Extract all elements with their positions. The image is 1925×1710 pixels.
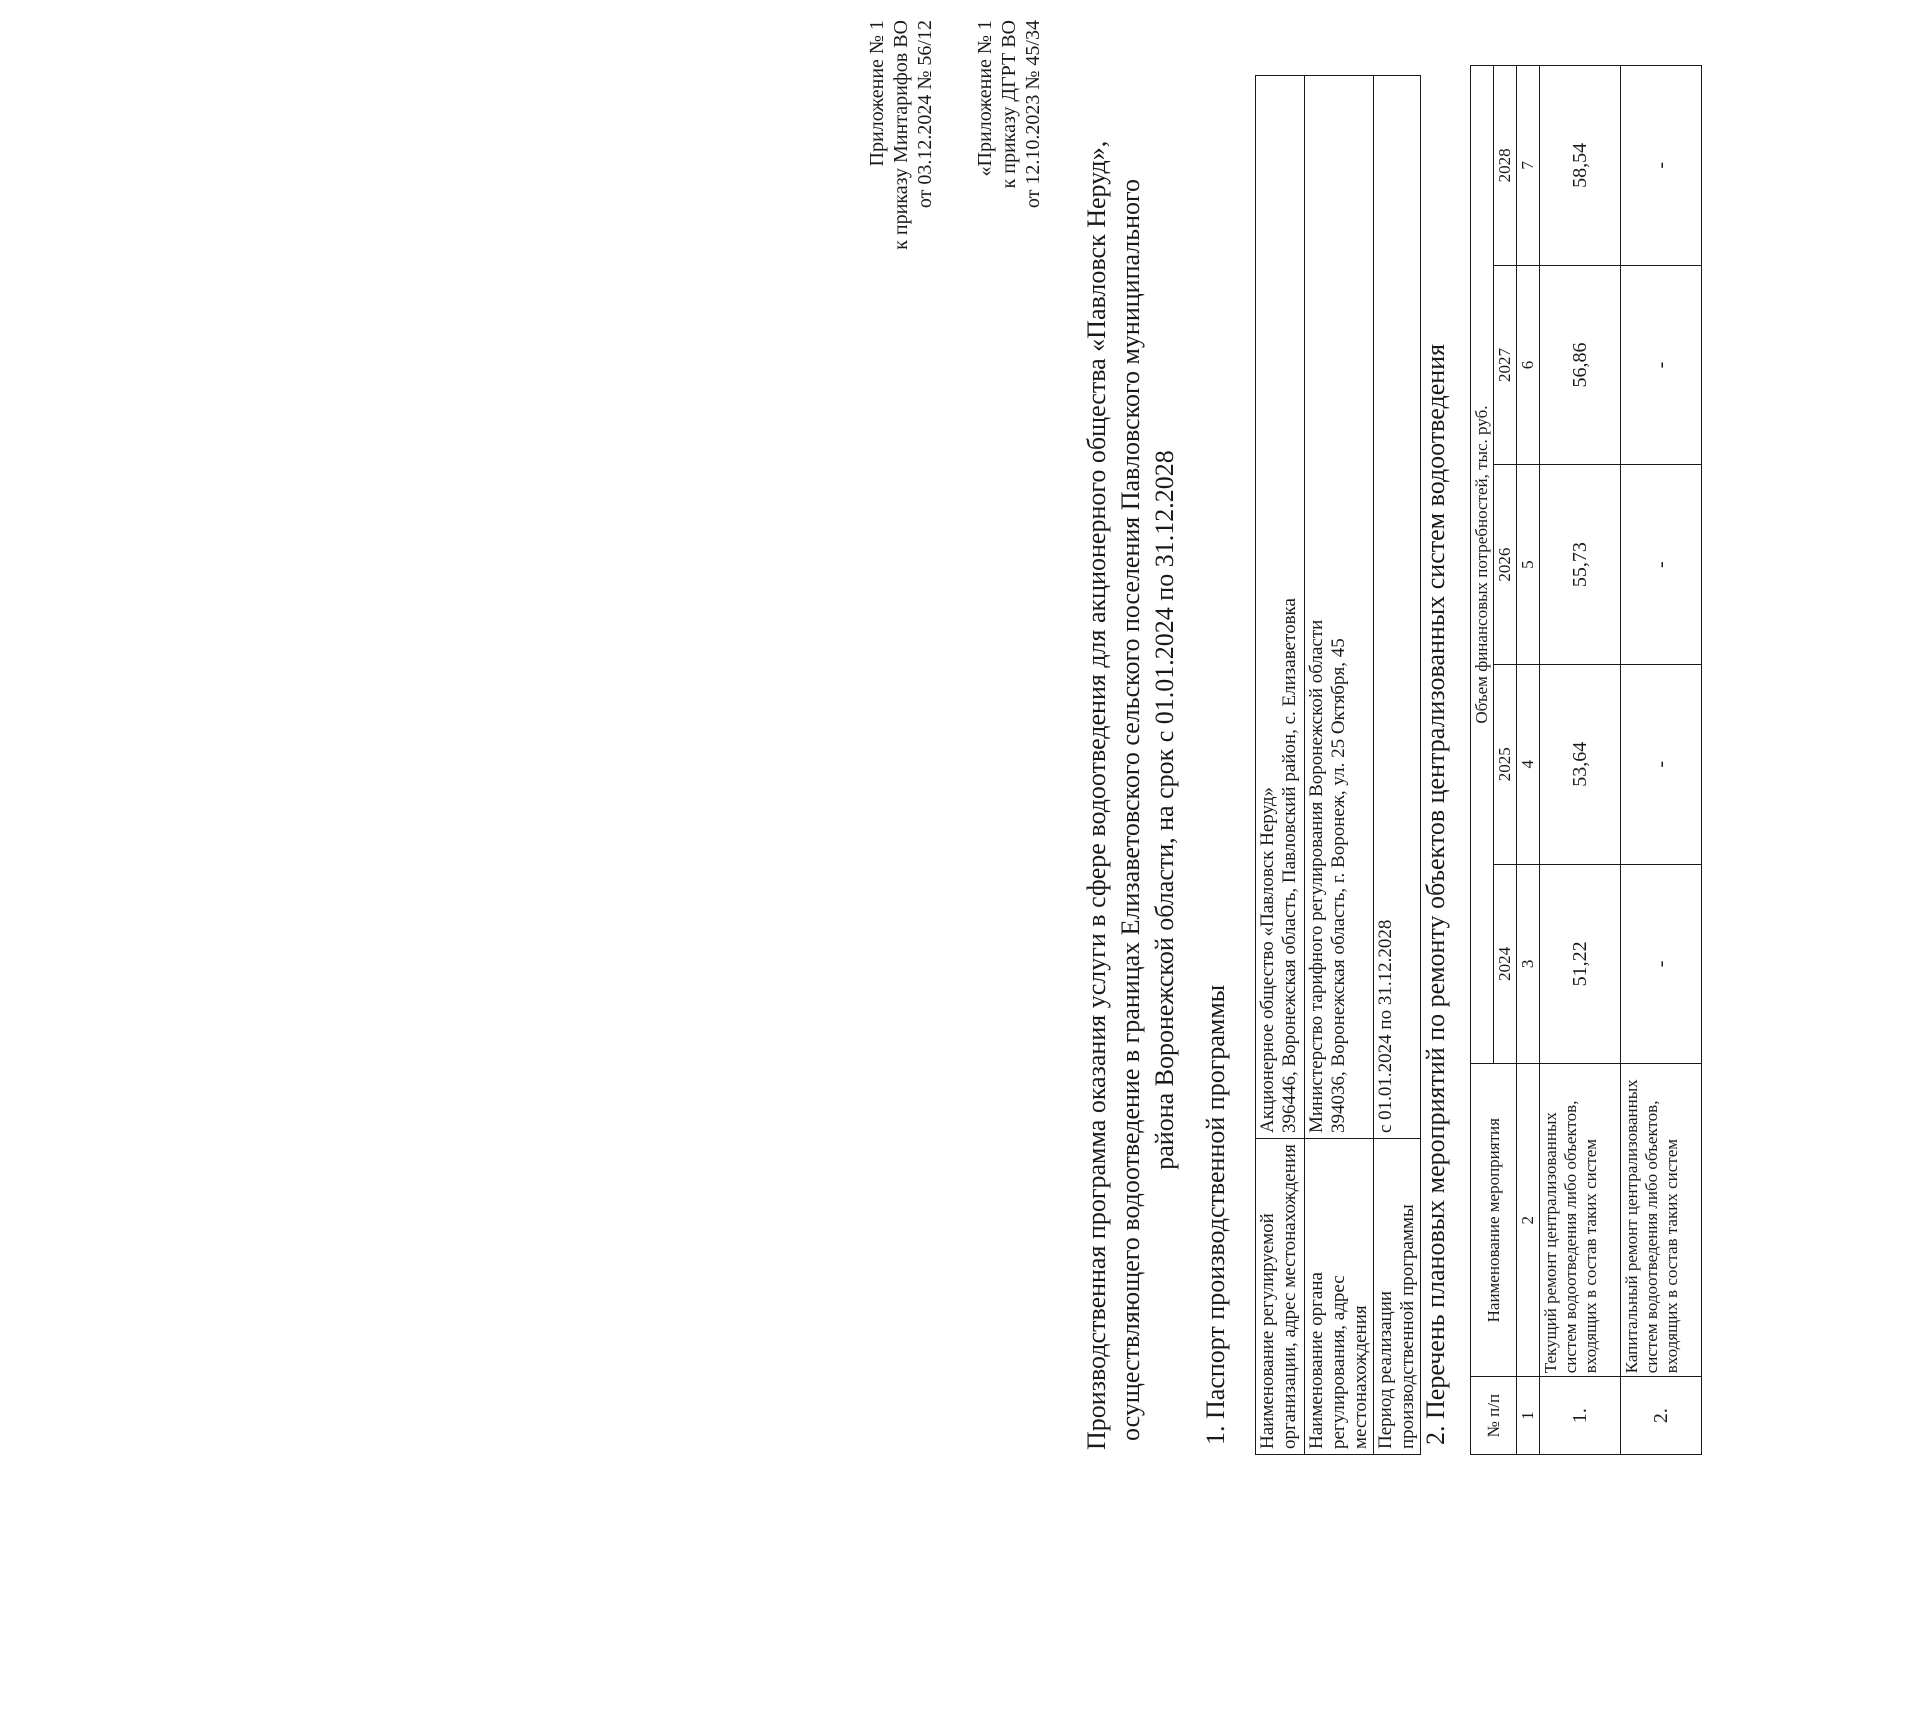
column-number: 3 xyxy=(1517,864,1540,1064)
measure-value: - xyxy=(1621,864,1702,1064)
column-number: 4 xyxy=(1517,664,1540,864)
measure-value: - xyxy=(1621,465,1702,665)
column-number: 7 xyxy=(1517,66,1540,266)
header-year: 2028 xyxy=(1494,66,1517,266)
measure-name: Капитальный ремонт централизованных систем водоотведения либо объектов, входящих в состав таких систем xyxy=(1621,1064,1702,1377)
passport-value-line: с 01.01.2024 по 31.12.2028 xyxy=(1375,919,1396,1133)
annex-previous xyxy=(973,20,1045,420)
passport-value-line: 394036, Воронежская область, г. Воронеж, ул. 25 Октября, 45 xyxy=(1328,638,1349,1133)
measure-value: 55,73 xyxy=(1540,465,1621,665)
header-name: Наименование мероприятия xyxy=(1471,1064,1517,1377)
measure-name: Текущий ремонт централизованных систем водоотведения либо объектов, входящих в состав таких систем xyxy=(1540,1064,1621,1377)
annex-previous-line: от 12.10.2023 № 45/34 xyxy=(1022,20,1044,209)
table-header-row xyxy=(1471,66,1494,1455)
header-year: 2025 xyxy=(1494,664,1517,864)
measure-value: 51,22 xyxy=(1540,864,1621,1064)
measure-value: 53,64 xyxy=(1540,664,1621,864)
column-number: 1 xyxy=(1517,1377,1540,1455)
annex-current-line: от 03.12.2024 № 56/12 xyxy=(914,20,936,209)
passport-value xyxy=(1256,76,1305,1139)
passport-value-line: 396446, Воронежская область, Павловский район, с. Елизаветовка xyxy=(1279,598,1300,1133)
table-row xyxy=(1621,66,1702,1455)
passport-heading: 1. Паспорт производственной программы xyxy=(1201,984,1230,1445)
title-line: района Воронежской области, на срок с 01.01.2024 по 31.12.2028 xyxy=(1150,450,1179,1170)
title-line: Производственная программа оказания услуги в сфере водоотведения для акционерного общества «Павловск Неруд», xyxy=(1082,140,1111,1450)
passport-label: Период реализации производственной программы xyxy=(1374,1139,1421,1455)
annex-previous-line: «Приложение № 1 xyxy=(974,20,996,177)
rotated-content xyxy=(855,20,1925,1600)
passport-table xyxy=(1255,75,1421,1455)
passport-value xyxy=(1305,76,1374,1139)
header-number: № п/п xyxy=(1471,1377,1517,1455)
title-line: осуществляющего водоотведение в границах Елизаветовского сельского поселения Павловского муниципального xyxy=(1116,178,1145,1442)
passport-label: Наименование регулируемой организации, адрес местонахождения xyxy=(1256,1139,1305,1455)
table-row xyxy=(1305,76,1374,1455)
measures-heading: 2. Перечень плановых мероприятий по ремонту объектов централизованных систем водоотведения xyxy=(1421,343,1450,1445)
measure-value: - xyxy=(1621,265,1702,465)
table-row xyxy=(1374,76,1421,1455)
passport-value-line: Министерство тарифного регулирования Воронежской области xyxy=(1306,619,1327,1133)
annex-previous-line: к приказу ДГРТ ВО xyxy=(998,20,1020,189)
annex-current-line: Приложение № 1 xyxy=(866,20,888,167)
column-number: 2 xyxy=(1517,1064,1540,1377)
row-number: 2. xyxy=(1621,1377,1702,1455)
header-year: 2026 xyxy=(1494,465,1517,665)
header-volume: Объем финансовых потребностей, тыс. руб. xyxy=(1471,66,1494,1064)
row-number: 1. xyxy=(1540,1377,1621,1455)
table-row xyxy=(1256,76,1305,1455)
measure-value: - xyxy=(1621,66,1702,266)
measure-value: 58,54 xyxy=(1540,66,1621,266)
table-row xyxy=(1540,66,1621,1455)
annex-current xyxy=(865,20,937,420)
header-year: 2024 xyxy=(1494,864,1517,1064)
measures-table xyxy=(1470,65,1702,1455)
passport-value xyxy=(1374,76,1421,1139)
document-title xyxy=(1080,140,1182,1450)
column-number: 5 xyxy=(1517,465,1540,665)
column-number: 6 xyxy=(1517,265,1540,465)
column-number-row xyxy=(1517,66,1540,1455)
measure-value: - xyxy=(1621,664,1702,864)
annex-current-line: к приказу Минтарифов ВО xyxy=(890,20,912,250)
passport-label: Наименование органа регулирования, адрес местонахождения xyxy=(1305,1139,1374,1455)
passport-value-line: Акционерное общество «Павловск Неруд» xyxy=(1257,786,1278,1133)
measure-value: 56,86 xyxy=(1540,265,1621,465)
header-year: 2027 xyxy=(1494,265,1517,465)
